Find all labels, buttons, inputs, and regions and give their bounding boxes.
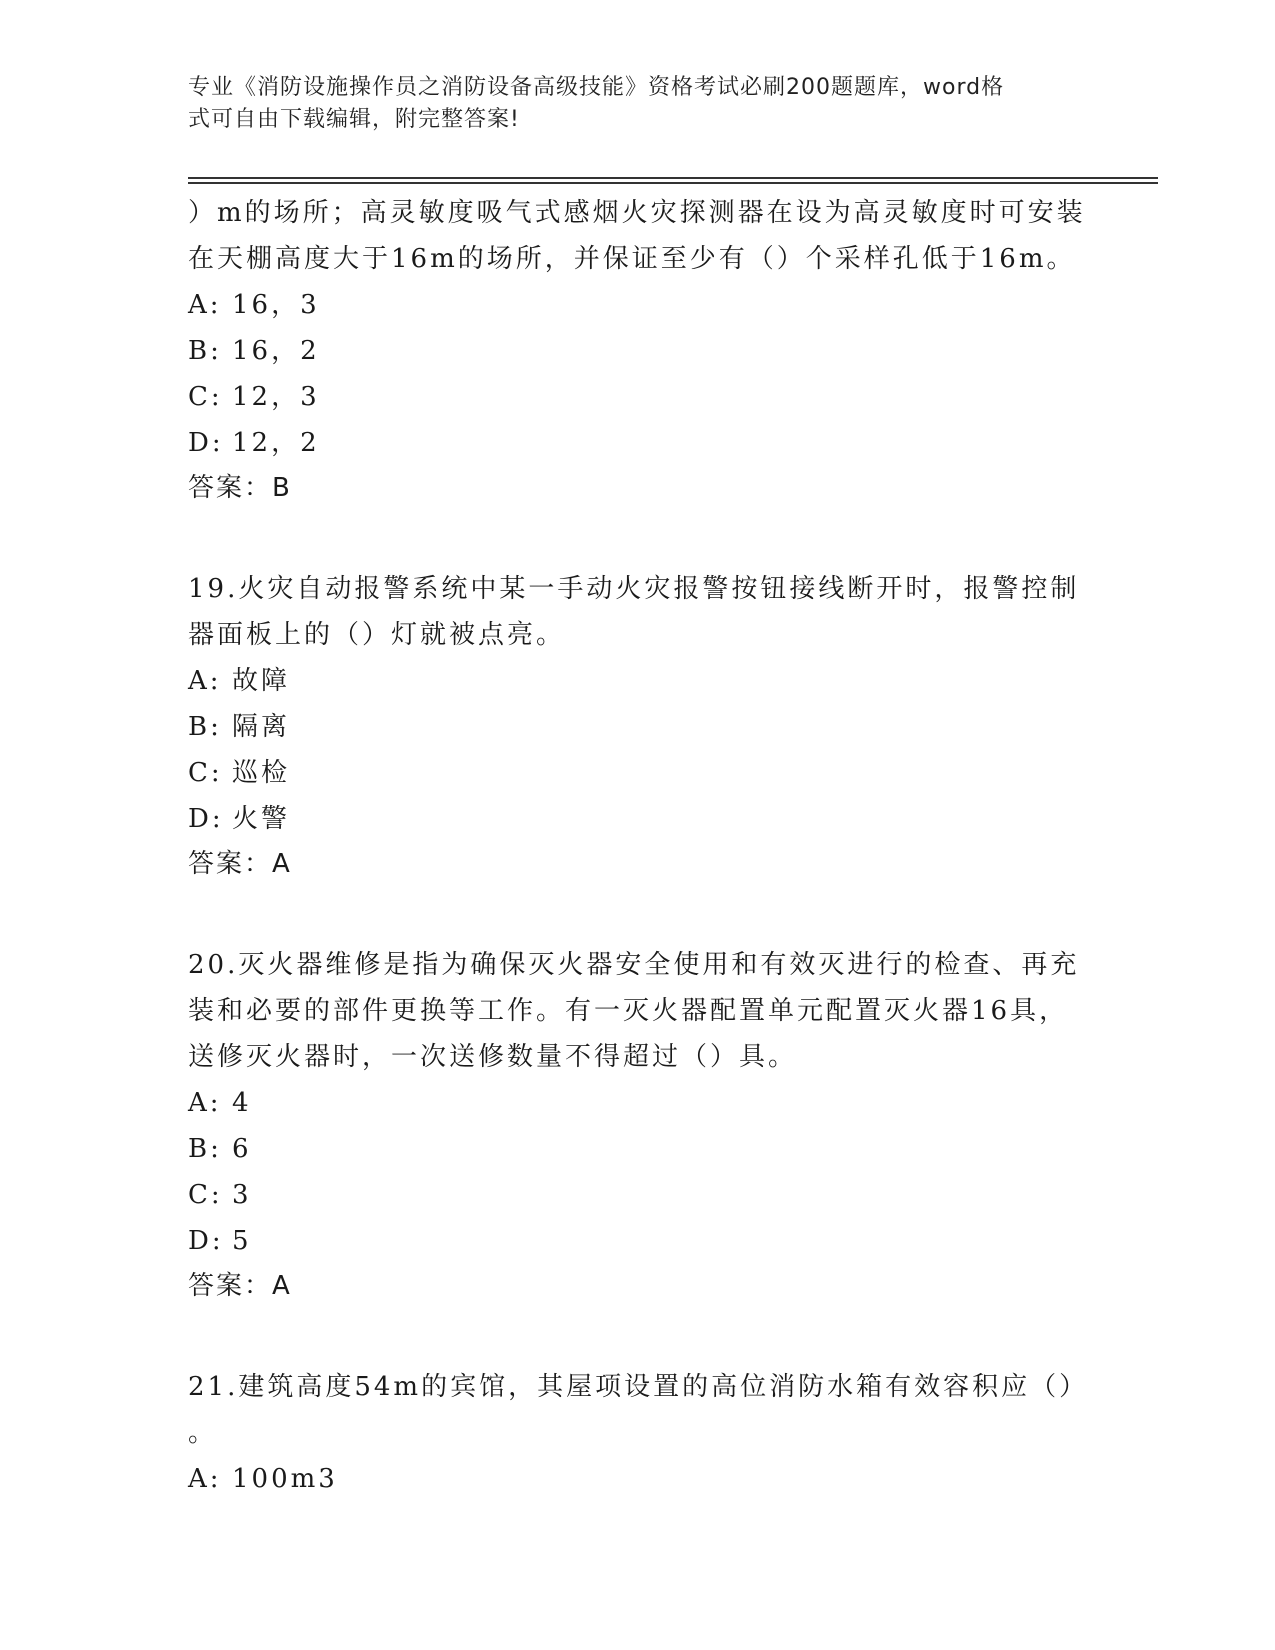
answer-line: 答案：B — [188, 473, 292, 503]
option-key: C: — [188, 758, 223, 788]
option-text: 16，2 — [232, 336, 320, 366]
option-a — [188, 1080, 1088, 1126]
option-key: A: — [188, 290, 222, 320]
option-b — [188, 1126, 1088, 1172]
option-text: 隔离 — [232, 712, 291, 742]
option-text: 100m3 — [232, 1464, 338, 1494]
option-key: C: — [188, 382, 223, 412]
option-text: 5 — [232, 1226, 252, 1256]
question-stem-line: 器面板上的（）灯就被点亮。 — [188, 620, 566, 650]
option-text: 巡检 — [232, 758, 291, 788]
option-text: 3 — [232, 1180, 252, 1210]
question-continued — [188, 190, 1088, 510]
option-text: 16，3 — [232, 290, 320, 320]
option-text: 4 — [232, 1088, 252, 1118]
option-key: B: — [188, 712, 222, 742]
option-key: C: — [188, 1180, 223, 1210]
option-d — [188, 1218, 1088, 1264]
option-text: 6 — [232, 1134, 252, 1164]
header-divider-bottom — [188, 182, 1158, 184]
option-key: D: — [188, 1226, 224, 1256]
header-line-2: 式可自由下载编辑，附完整答案! — [188, 107, 520, 132]
option-a — [188, 282, 1088, 328]
option-text: 12，3 — [232, 382, 320, 412]
option-c — [188, 1172, 1088, 1218]
question-stem-line: 20.灭火器维修是指为确保灭火器安全使用和有效灭进行的检查、再充 — [188, 950, 1080, 980]
question-19 — [188, 566, 1088, 886]
option-key: A: — [188, 666, 222, 696]
question-stem-line: 19.火灾自动报警系统中某一手动火灾报警按钮接线断开时，报警控制 — [188, 574, 1080, 604]
option-key: B: — [188, 336, 222, 366]
question-stem-line: ）m的场所；高灵敏度吸气式感烟火灾探测器在设为高灵敏度时可安装 — [188, 198, 1086, 228]
header-line-1: 专业《消防设施操作员之消防设备高级技能》资格考试必刷200题题库，word格 — [188, 75, 1005, 100]
option-a — [188, 1456, 1088, 1502]
option-key: B: — [188, 1134, 222, 1164]
question-21 — [188, 1364, 1088, 1502]
spacer — [188, 886, 1088, 942]
option-b — [188, 704, 1088, 750]
question-stem-line: 。 — [188, 1418, 218, 1448]
option-d — [188, 796, 1088, 842]
question-stem-line: 装和必要的部件更换等工作。有一灭火器配置单元配置灭火器16具， — [188, 996, 1069, 1026]
option-b — [188, 328, 1088, 374]
option-c — [188, 374, 1088, 420]
spacer — [188, 1308, 1088, 1364]
option-a — [188, 658, 1088, 704]
question-stem-line: 21.建筑高度54m的宾馆，其屋项设置的高位消防水箱有效容积应（） — [188, 1372, 1089, 1402]
option-text: 12，2 — [232, 428, 320, 458]
option-d — [188, 420, 1088, 466]
option-key: A: — [188, 1464, 222, 1494]
option-key: D: — [188, 804, 224, 834]
document-header — [188, 72, 1068, 136]
question-stem-line: 在天棚高度大于16m的场所，并保证至少有（）个采样孔低于16m。 — [188, 244, 1076, 274]
question-stem-line: 送修灭火器时，一次送修数量不得超过（）具。 — [188, 1042, 798, 1072]
header-divider-top — [188, 177, 1158, 179]
option-text: 故障 — [232, 666, 291, 696]
answer-line: 答案：A — [188, 1271, 292, 1301]
option-c — [188, 750, 1088, 796]
question-20 — [188, 942, 1088, 1308]
option-text: 火警 — [232, 804, 291, 834]
option-key: D: — [188, 428, 224, 458]
answer-line: 答案：A — [188, 849, 292, 879]
option-key: A: — [188, 1088, 222, 1118]
spacer — [188, 510, 1088, 566]
question-list — [188, 190, 1088, 1502]
